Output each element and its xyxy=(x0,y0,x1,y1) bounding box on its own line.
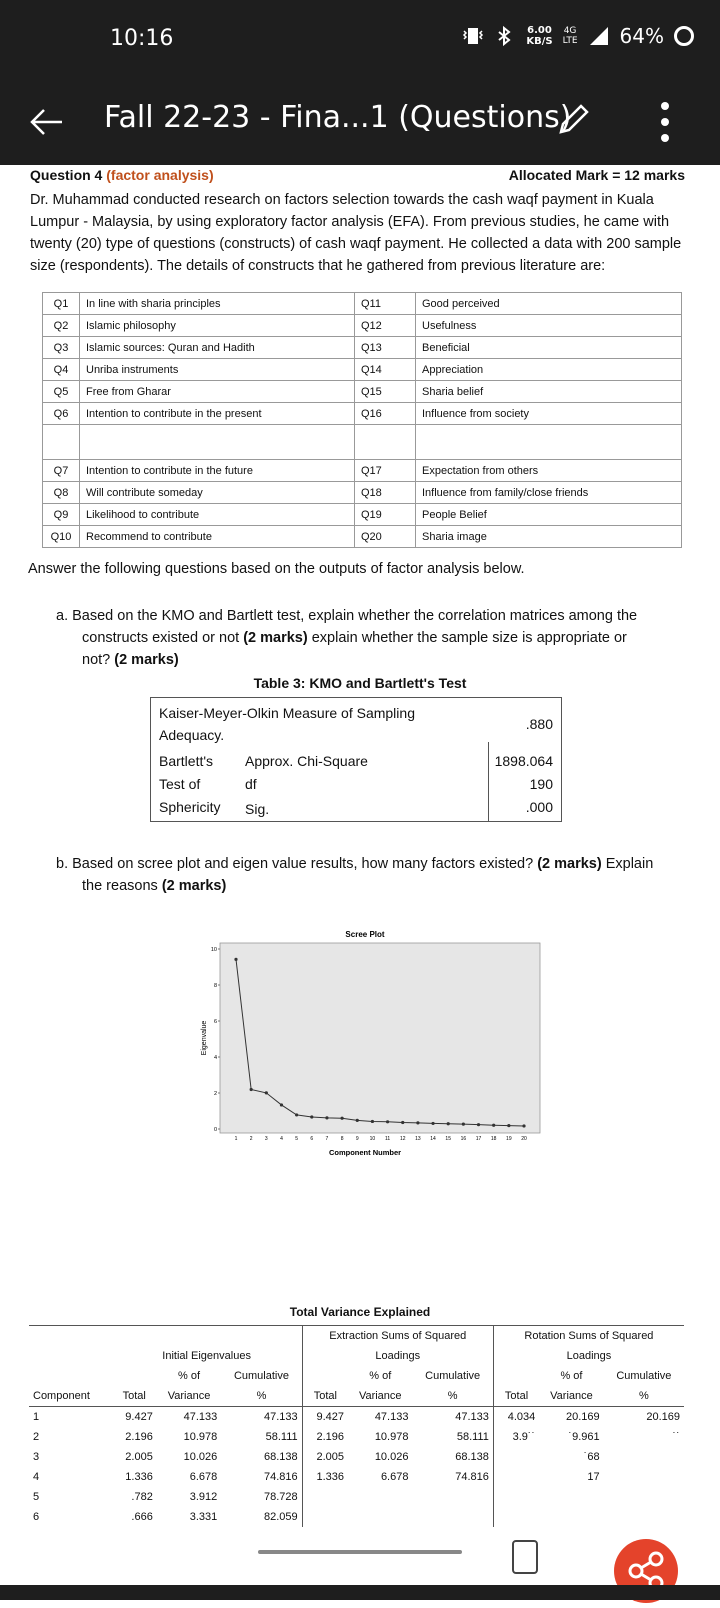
chi-value: 1898.064 xyxy=(494,753,553,769)
x-tick-label: 1 xyxy=(234,1136,238,1142)
data-point xyxy=(507,1124,510,1127)
table-cell xyxy=(348,1507,412,1527)
qb-text2: Explain xyxy=(605,856,654,872)
x-tick-label: 18 xyxy=(490,1136,497,1142)
qb-mark1: (2 marks) xyxy=(537,856,602,872)
x-tick-label: 8 xyxy=(340,1136,344,1142)
table-cell xyxy=(493,1447,539,1467)
construct-label: Intention to contribute in the future xyxy=(80,460,355,482)
table-cell xyxy=(412,1507,493,1527)
qa-mark1: (2 marks) xyxy=(243,630,308,646)
rotation-header-1: Rotation Sums of Squared xyxy=(493,1326,684,1347)
x-tick-label: 2 xyxy=(249,1136,253,1142)
cum-1: Cumulative xyxy=(233,1370,289,1382)
variance-header-1: Variance xyxy=(157,1386,221,1407)
table-cell xyxy=(604,1487,684,1507)
tve-title: Total Variance Explained xyxy=(289,1305,431,1319)
table-cell xyxy=(493,1487,539,1507)
table-cell: 58.111 xyxy=(265,1431,298,1443)
x-tick-label: 7 xyxy=(325,1136,329,1142)
x-tick-label: 14 xyxy=(430,1136,436,1142)
df-label: df xyxy=(245,776,257,792)
table-row xyxy=(29,1427,684,1447)
qb-text1: Based on scree plot and eigen value results, how many factors existed? xyxy=(72,856,534,872)
construct-code: Q9 xyxy=(43,504,80,526)
table-cell: 3.331 xyxy=(189,1511,218,1523)
construct-label: Sharia image xyxy=(416,526,682,548)
x-tick-label: 6 xyxy=(310,1136,314,1142)
construct-label: Beneficial xyxy=(416,337,682,359)
table-cell: 6.678 xyxy=(380,1471,409,1483)
constructs-table xyxy=(42,292,682,548)
component-header: Component xyxy=(29,1386,112,1407)
table-cell: 2 xyxy=(33,1431,40,1443)
construct-label: Islamic philosophy xyxy=(80,315,355,337)
table-cell: 2.005 xyxy=(125,1451,153,1463)
question-header xyxy=(30,167,685,183)
pct-header-2: % xyxy=(412,1386,493,1407)
sheet-thumbnail-icon[interactable] xyxy=(512,1540,538,1574)
table-cell: 1.336 xyxy=(302,1467,348,1487)
qa-text3: explain whether the sample size is appropriate or xyxy=(311,630,627,646)
battery-percent: 64% xyxy=(619,24,664,48)
back-arrow-icon[interactable] xyxy=(26,102,66,142)
construct-code: Q8 xyxy=(43,482,80,504)
x-tick-label: 19 xyxy=(506,1136,512,1142)
more-vert-icon[interactable] xyxy=(655,100,675,144)
table-cell xyxy=(493,1507,539,1527)
construct-row xyxy=(43,337,682,359)
status-bar xyxy=(0,0,720,80)
construct-code: Q12 xyxy=(355,315,416,337)
sig-label: Sig. xyxy=(245,801,270,817)
table-cell xyxy=(302,1507,348,1527)
qb-mark2: (2 marks) xyxy=(161,878,227,894)
construct-label: Appreciation xyxy=(416,359,682,381)
df-value: 190 xyxy=(529,776,553,792)
scree-xlabel: Component Number xyxy=(328,1148,402,1157)
construct-code: Q5 xyxy=(43,381,80,403)
construct-row xyxy=(43,403,682,425)
table-cell: 3 xyxy=(33,1451,40,1463)
document-title: Fall 22-23 - Fina...1 (Questions) xyxy=(104,100,572,135)
table-cell xyxy=(604,1507,684,1527)
construct-code: Q11 xyxy=(355,293,416,315)
construct-code: Q15 xyxy=(355,381,416,403)
total-header-3: Total xyxy=(493,1386,539,1407)
data-point xyxy=(250,1088,253,1091)
qb-letter: b. xyxy=(56,856,69,872)
construct-label: In line with sharia principles xyxy=(80,293,355,315)
question-intro: Dr. Muhammad conducted research on factors selection towards the cash waqf payment in Kuala Lumpur - Malaysia, by using exploratory factor analysis (EFA). From previous studies, he came with twenty (20) type of questions (constructs) of cash waqf payment. He collected a data with 200 sample size (respondents). The details of constructs that he gathered from previous literature are: xyxy=(30,192,682,274)
construct-row xyxy=(43,482,682,504)
qa-mark2: (2 marks) xyxy=(114,652,179,668)
construct-code: Q7 xyxy=(43,460,80,482)
construct-label: Influence from family/close friends xyxy=(416,482,682,504)
pct-header-1: % xyxy=(221,1386,302,1407)
extraction-header-2: Loadings xyxy=(302,1346,493,1366)
table-cell: 47.133 xyxy=(264,1411,298,1423)
table-cell: 47.133 xyxy=(455,1411,489,1423)
bartlett-label-1: Bartlett's xyxy=(159,753,214,769)
data-point xyxy=(356,1119,359,1122)
table-cell: 1 xyxy=(33,1411,40,1423)
qa-letter: a. xyxy=(56,608,69,624)
data-point xyxy=(462,1123,465,1126)
table-cell xyxy=(604,1467,684,1487)
allocated-mark: Allocated Mark = 12 marks xyxy=(508,167,685,183)
construct-code: Q10 xyxy=(43,526,80,548)
construct-code: Q20 xyxy=(355,526,416,548)
construct-code: Q4 xyxy=(43,359,80,381)
table-cell: 1.336 xyxy=(125,1471,153,1483)
kmo-divider xyxy=(488,742,489,821)
cum-2: Cumulative xyxy=(425,1370,481,1382)
table-cell: 6.678 xyxy=(189,1471,218,1483)
construct-label: Expectation from others xyxy=(416,460,682,482)
variance-header-3: Variance xyxy=(539,1386,603,1407)
y-tick-label: 8 xyxy=(213,983,217,989)
scree-title: Scree Plot xyxy=(345,930,385,939)
network-type: 4G LTE xyxy=(562,26,578,46)
construct-code: Q17 xyxy=(355,460,416,482)
x-tick-label: 12 xyxy=(399,1136,406,1142)
construct-code: Q2 xyxy=(43,315,80,337)
table-cell: 6 xyxy=(33,1511,40,1523)
kmo-table-title: Table 3: KMO and Bartlett's Test xyxy=(253,675,467,691)
data-point xyxy=(310,1115,313,1118)
table-row xyxy=(29,1507,684,1527)
table-cell xyxy=(493,1467,539,1487)
table-cell: 9.427 xyxy=(125,1411,153,1423)
construct-code: Q18 xyxy=(355,482,416,504)
pct-of-3: % of xyxy=(560,1370,583,1382)
table-cell: 2.196 xyxy=(302,1427,348,1447)
construct-code: Q14 xyxy=(355,359,416,381)
battery-icon xyxy=(674,26,694,46)
construct-label: Recommend to contribute xyxy=(80,526,355,548)
table-cell: 5 xyxy=(33,1491,40,1503)
table-row xyxy=(29,1447,684,1467)
construct-label: Likelihood to contribute xyxy=(80,504,355,526)
table-cell xyxy=(348,1487,412,1507)
data-point xyxy=(234,958,237,961)
table-cell: 20.169 xyxy=(566,1411,600,1423)
total-header-1: Total xyxy=(112,1386,157,1407)
pct-header-3: % xyxy=(604,1386,684,1407)
construct-row xyxy=(43,460,682,482)
x-tick-label: 3 xyxy=(264,1136,268,1142)
x-tick-label: 11 xyxy=(384,1136,391,1142)
scree-plot xyxy=(170,925,560,1175)
variance-header-2: Variance xyxy=(348,1386,412,1407)
data-point xyxy=(341,1117,344,1120)
construct-label: Islamic sources: Quran and Hadith xyxy=(80,337,355,359)
table-cell: 4 xyxy=(33,1471,40,1483)
x-tick-label: 5 xyxy=(295,1136,299,1142)
construct-row xyxy=(43,504,682,526)
x-tick-label: 16 xyxy=(460,1136,467,1142)
x-tick-label: 10 xyxy=(369,1136,376,1142)
construct-label: Sharia belief xyxy=(416,381,682,403)
construct-label: People Belief xyxy=(416,504,682,526)
table-cell: 2.196 xyxy=(125,1431,153,1443)
construct-code: Q13 xyxy=(355,337,416,359)
construct-label: Intention to contribute in the present xyxy=(80,403,355,425)
navigation-bar xyxy=(0,1585,720,1600)
data-point xyxy=(492,1124,495,1127)
x-tick-label: 15 xyxy=(445,1136,451,1142)
construct-row xyxy=(43,381,682,403)
data-point xyxy=(447,1122,450,1125)
app-bar xyxy=(0,80,720,165)
y-tick-label: 10 xyxy=(210,947,217,953)
table-cell: 3.9˙˙ xyxy=(493,1427,539,1447)
vibrate-icon xyxy=(462,26,484,46)
qa-text1: Based on the KMO and Bartlett test, explain whether the correlation matrices among the xyxy=(72,608,638,624)
sig-value: .000 xyxy=(525,799,553,815)
data-point xyxy=(280,1103,283,1106)
bluetooth-icon xyxy=(494,25,516,47)
table-cell: .782 xyxy=(131,1491,153,1503)
table-cell: ˙68 xyxy=(583,1451,600,1463)
total-variance-table xyxy=(29,1325,684,1527)
construct-code: Q3 xyxy=(43,337,80,359)
document-page xyxy=(0,165,720,1585)
cum-3: Cumulative xyxy=(616,1370,672,1382)
table-cell xyxy=(604,1447,684,1467)
table-row xyxy=(29,1467,684,1487)
table-cell: 58.111 xyxy=(456,1431,489,1443)
construct-row xyxy=(43,359,682,381)
construct-label: Influence from society xyxy=(416,403,682,425)
construct-label: Will contribute someday xyxy=(80,482,355,504)
total-header-2: Total xyxy=(302,1386,348,1407)
signal-icon xyxy=(588,25,610,47)
table-cell: 9.427 xyxy=(302,1407,348,1428)
table-cell: 47.133 xyxy=(374,1411,409,1423)
answer-instructions: Answer the following questions based on the outputs of factor analysis below. xyxy=(28,561,525,577)
clock: 10:16 xyxy=(110,26,174,51)
table-cell: 20.169 xyxy=(646,1411,680,1423)
kmo-value: .880 xyxy=(525,716,553,732)
construct-row xyxy=(43,315,682,337)
x-tick-label: 20 xyxy=(521,1136,527,1142)
data-point xyxy=(477,1123,480,1126)
data-point xyxy=(386,1120,389,1123)
kmo-label: Kaiser-Meyer-Olkin Measure of Sampling Adequacy. xyxy=(159,705,415,743)
table-cell: 10.026 xyxy=(374,1451,409,1463)
x-tick-label: 4 xyxy=(280,1136,283,1142)
bartlett-label-2: Test of xyxy=(159,776,201,792)
table-cell: 2.005 xyxy=(302,1447,348,1467)
kmo-table xyxy=(150,697,562,822)
table-cell: 3.912 xyxy=(189,1491,218,1503)
data-point xyxy=(416,1121,419,1124)
construct-label: Usefulness xyxy=(416,315,682,337)
extraction-header-1: Extraction Sums of Squared xyxy=(302,1326,493,1347)
qa-text4: not? xyxy=(82,652,111,668)
table-spacer xyxy=(43,425,682,460)
x-tick-label: 9 xyxy=(355,1136,359,1142)
table-cell xyxy=(412,1487,493,1507)
data-point xyxy=(325,1116,328,1119)
table-cell: 10.026 xyxy=(183,1451,218,1463)
construct-code: Q1 xyxy=(43,293,80,315)
qb-text3: the reasons xyxy=(82,878,158,894)
construct-row xyxy=(43,293,682,315)
network-speed: 6.00 KB/S xyxy=(526,25,553,47)
plot-area xyxy=(220,943,540,1133)
table-cell xyxy=(539,1487,603,1507)
bartlett-label-3: Sphericity xyxy=(159,799,221,815)
construct-code: Q6 xyxy=(43,403,80,425)
question-a xyxy=(56,605,686,671)
chi-label: Approx. Chi-Square xyxy=(245,753,368,769)
table-cell: .666 xyxy=(131,1511,153,1523)
table-cell: ˙˙ xyxy=(672,1431,680,1443)
table-row xyxy=(29,1487,684,1507)
data-point xyxy=(522,1124,525,1127)
table-cell: 17 xyxy=(587,1471,600,1483)
table-cell: 10.978 xyxy=(374,1431,409,1443)
x-tick-label: 13 xyxy=(415,1136,421,1142)
pct-of-1: % of xyxy=(178,1370,201,1382)
pct-of-2: % of xyxy=(369,1370,392,1382)
construct-label: Free from Gharar xyxy=(80,381,355,403)
table-cell: 68.138 xyxy=(455,1451,489,1463)
table-row xyxy=(29,1407,684,1428)
y-tick-label: 6 xyxy=(213,1019,217,1025)
rotation-header-2: Loadings xyxy=(493,1346,684,1366)
construct-label: Unriba instruments xyxy=(80,359,355,381)
x-tick-label: 17 xyxy=(475,1136,482,1142)
initial-header: Initial Eigenvalues xyxy=(162,1350,251,1362)
table-cell: 47.133 xyxy=(183,1411,218,1423)
data-point xyxy=(431,1122,434,1125)
table-cell xyxy=(539,1507,603,1527)
table-cell: 4.034 xyxy=(493,1407,539,1428)
construct-row xyxy=(43,526,682,548)
y-tick-label: 0 xyxy=(213,1127,217,1133)
question-topic: (factor analysis) xyxy=(106,167,214,183)
qa-text2: constructs existed or not xyxy=(82,630,240,646)
table-cell: 68.138 xyxy=(264,1451,298,1463)
table-cell: 82.059 xyxy=(264,1511,298,1523)
table-cell: 10.978 xyxy=(183,1431,218,1443)
question-label: Question 4 xyxy=(30,167,103,183)
y-tick-label: 4 xyxy=(213,1055,217,1061)
data-point xyxy=(265,1091,268,1094)
table-cell: 78.728 xyxy=(264,1491,298,1503)
table-cell xyxy=(302,1487,348,1507)
table-cell: 74.816 xyxy=(264,1471,298,1483)
scree-ylabel: Eigenvalue xyxy=(201,1020,208,1056)
data-point xyxy=(401,1121,404,1124)
construct-code: Q19 xyxy=(355,504,416,526)
data-point xyxy=(295,1113,298,1116)
construct-label: Good perceived xyxy=(416,293,682,315)
pencil-icon[interactable] xyxy=(553,100,593,140)
y-tick-label: 2 xyxy=(213,1091,217,1097)
table-cell: ˙9.961 xyxy=(568,1431,600,1443)
system-icons xyxy=(462,24,694,48)
table-cell: 74.816 xyxy=(455,1471,489,1483)
gesture-handle[interactable] xyxy=(258,1550,462,1554)
question-b xyxy=(56,853,686,897)
construct-code: Q16 xyxy=(355,403,416,425)
data-point xyxy=(371,1120,374,1123)
